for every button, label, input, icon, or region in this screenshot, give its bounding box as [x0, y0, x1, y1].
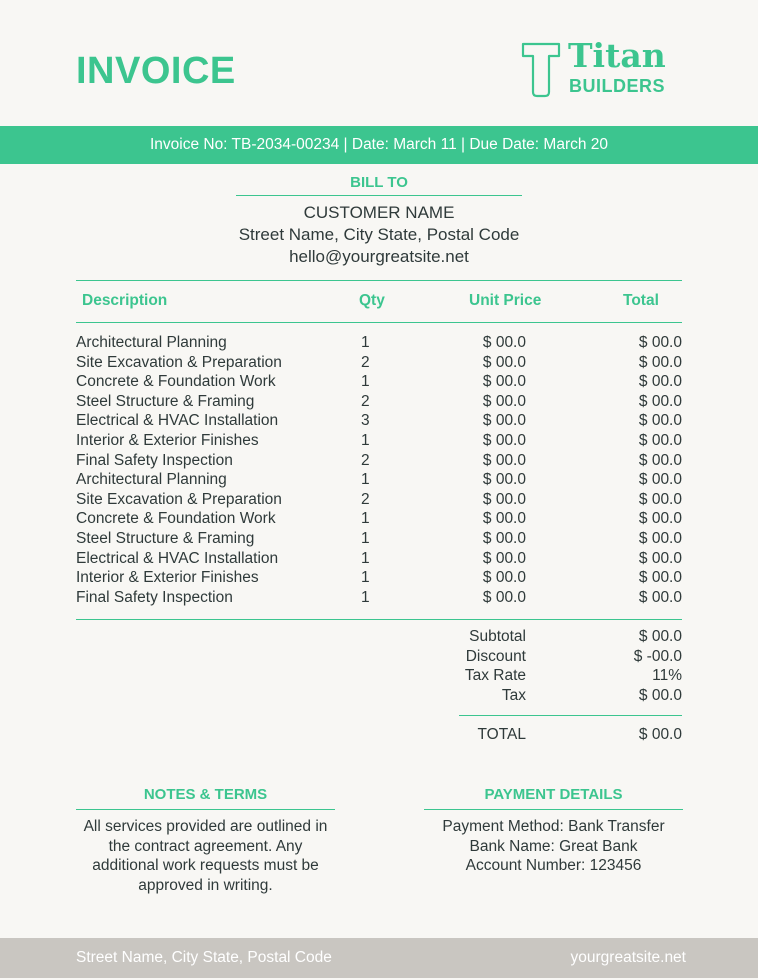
item-total: $ 00.0 [638, 431, 682, 449]
line-items [76, 334, 682, 608]
item-qty: 1 [361, 529, 370, 547]
bank-name: Bank Name: Great Bank [469, 837, 638, 855]
company-logo [520, 36, 690, 100]
table-row [76, 550, 682, 570]
summary-row [380, 667, 682, 687]
summary-label: Subtotal [469, 628, 526, 645]
payment-text [424, 817, 683, 876]
table-row [76, 530, 682, 550]
bill-to-heading: BILL TO [236, 174, 522, 196]
item-unit-price: $ 00.0 [482, 471, 526, 489]
table-bottom-divider [76, 619, 682, 620]
footer-address: Street Name, City State, Postal Code [76, 949, 332, 966]
item-description: Final Safety Inspection [76, 451, 233, 469]
total-value: $ 00.0 [638, 726, 682, 743]
invoice-meta-text: Invoice No: TB-2034-00234 | Date: March 11 | Due Date: March 20 [149, 136, 609, 153]
brand-name: Titan [568, 36, 666, 75]
notes-section [76, 786, 335, 895]
item-unit-price: $ 00.0 [482, 334, 526, 351]
table-row [76, 491, 682, 511]
brand-subtitle: BUILDERS [569, 76, 666, 96]
account-number: Account Number: 123456 [465, 857, 642, 875]
item-qty: 2 [361, 490, 370, 508]
table-row [76, 354, 682, 374]
item-total: $ 00.0 [638, 510, 682, 528]
notes-line: additional work requests must be [92, 857, 319, 875]
item-description: Architectural Planning [76, 471, 227, 489]
item-description: Interior & Exterior Finishes [76, 431, 259, 449]
item-description: Electrical & HVAC Installation [76, 549, 279, 567]
summary-value: $ 00.0 [638, 628, 682, 645]
table-row [76, 569, 682, 589]
item-total: $ 00.0 [638, 569, 682, 587]
payment-heading: PAYMENT DETAILS [424, 786, 683, 810]
item-total: $ 00.0 [638, 412, 682, 430]
table-row [76, 334, 682, 354]
item-total: $ 00.0 [638, 392, 682, 410]
payment-method: Payment Method: Bank Transfer [442, 818, 665, 835]
item-unit-price: $ 00.0 [482, 569, 526, 587]
header-unit-price: Unit Price [469, 292, 542, 309]
summary-label: Tax Rate [464, 667, 526, 685]
table-row [76, 471, 682, 491]
item-qty: 2 [361, 392, 370, 410]
customer-name: CUSTOMER NAME [303, 203, 455, 222]
item-total: $ 00.0 [638, 549, 682, 567]
invoice-meta-band [0, 126, 758, 164]
item-unit-price: $ 00.0 [482, 353, 526, 371]
item-qty: 1 [361, 373, 370, 391]
summary-row [380, 687, 682, 707]
t-beam-icon [520, 40, 562, 98]
header-description: Description [82, 292, 168, 309]
customer-email: hello@yourgreatsite.net [289, 247, 469, 266]
item-total: $ 00.0 [638, 490, 682, 508]
item-description: Site Excavation & Preparation [76, 490, 282, 508]
total-divider [459, 715, 682, 716]
item-total: $ 00.0 [638, 334, 682, 351]
item-total: $ 00.0 [638, 529, 682, 547]
item-qty: 1 [361, 431, 370, 449]
item-total: $ 00.0 [638, 588, 682, 606]
table-row [76, 432, 682, 452]
total-label: TOTAL [477, 726, 526, 743]
summary-label: Tax [501, 686, 526, 704]
total-row [380, 726, 682, 746]
notes-text [76, 817, 335, 895]
item-total: $ 00.0 [638, 373, 682, 391]
item-qty: 1 [361, 510, 370, 528]
item-description: Concrete & Foundation Work [76, 510, 276, 528]
item-unit-price: $ 00.0 [482, 490, 526, 508]
summary-row [380, 648, 682, 668]
summary-section [380, 628, 682, 706]
item-unit-price: $ 00.0 [482, 549, 526, 567]
notes-line: All services provided are outlined in [83, 818, 328, 835]
item-unit-price: $ 00.0 [482, 431, 526, 449]
footer-website[interactable]: yourgreatsite.net [570, 949, 686, 966]
item-unit-price: $ 00.0 [482, 510, 526, 528]
footer-bar [0, 938, 758, 978]
item-unit-price: $ 00.0 [482, 588, 526, 606]
item-qty: 2 [361, 353, 370, 371]
table-row [76, 412, 682, 432]
item-unit-price: $ 00.0 [482, 373, 526, 391]
item-total: $ 00.0 [638, 451, 682, 469]
summary-value: $ 00.0 [638, 686, 682, 704]
item-qty: 3 [361, 412, 370, 430]
item-description: Interior & Exterior Finishes [76, 569, 259, 587]
table-header [76, 280, 682, 323]
item-total: $ 00.0 [638, 471, 682, 489]
header-qty: Qty [359, 292, 385, 309]
summary-label: Discount [465, 647, 526, 665]
item-total: $ 00.0 [638, 353, 682, 371]
item-description: Site Excavation & Preparation [76, 353, 282, 371]
item-description: Architectural Planning [76, 334, 227, 351]
summary-row [380, 628, 682, 648]
table-row [76, 452, 682, 472]
item-qty: 1 [361, 471, 370, 489]
item-description: Electrical & HVAC Installation [76, 412, 279, 430]
item-description: Concrete & Foundation Work [76, 373, 276, 391]
summary-value: $ -00.0 [633, 647, 682, 665]
item-unit-price: $ 00.0 [482, 529, 526, 547]
table-row [76, 589, 682, 609]
item-unit-price: $ 00.0 [482, 412, 526, 430]
invoice-title: INVOICE [76, 50, 236, 92]
summary-value: 11% [652, 667, 682, 685]
item-qty: 1 [361, 588, 370, 606]
notes-heading: NOTES & TERMS [76, 786, 335, 810]
bill-to-section [236, 174, 522, 268]
item-unit-price: $ 00.0 [482, 392, 526, 410]
item-unit-price: $ 00.0 [482, 451, 526, 469]
notes-line: the contract agreement. Any [108, 837, 303, 855]
item-description: Steel Structure & Framing [76, 529, 255, 547]
notes-line: approved in writing. [138, 876, 273, 894]
header-total: Total [623, 292, 659, 309]
table-row [76, 393, 682, 413]
item-qty: 1 [361, 569, 370, 587]
item-qty: 1 [361, 549, 370, 567]
item-qty: 2 [361, 451, 370, 469]
table-row [76, 510, 682, 530]
customer-address: Street Name, City State, Postal Code [238, 225, 520, 244]
item-description: Steel Structure & Framing [76, 392, 255, 410]
payment-section [424, 786, 683, 876]
table-row [76, 373, 682, 393]
item-qty: 1 [361, 334, 370, 351]
item-description: Final Safety Inspection [76, 588, 233, 606]
